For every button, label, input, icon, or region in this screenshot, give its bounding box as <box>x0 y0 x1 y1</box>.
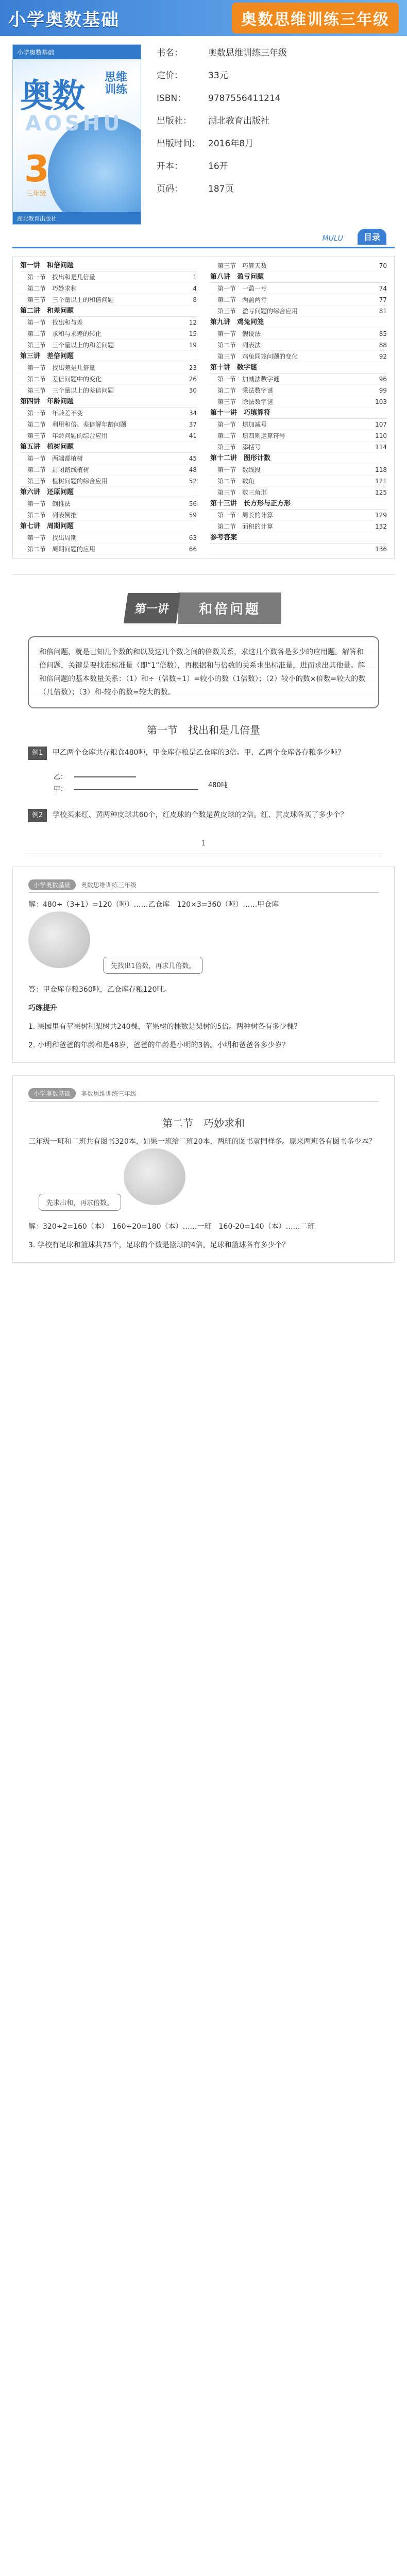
solution-text: 解：480÷（3+1）=120（吨）……乙仓库 120×3=360（吨）……甲仓库 <box>28 901 279 909</box>
toc-section-title: 第二节 封闭路线植树 <box>27 466 90 473</box>
info-value: 奥数思维训练三年级 <box>208 48 287 58</box>
book-title-badge: 奥数思维训练三年级 <box>232 3 399 33</box>
toc-chapter: 第十二讲 图形计数 <box>210 453 387 464</box>
info-row <box>157 93 287 115</box>
toc-section-title: 第三节 数三角形 <box>217 489 267 496</box>
toc-chapter: 第七讲 周期问题 <box>20 521 197 532</box>
info-value: 湖北教育出版社 <box>208 116 269 126</box>
info-value: 187页 <box>208 184 234 194</box>
inner-header-tab: 小学奥数基础 <box>28 879 76 890</box>
cover-series: 小学奥数基础 <box>13 45 141 59</box>
line-diagram <box>43 768 364 799</box>
toc-section-page: 107 <box>375 421 387 428</box>
toc-chapter: 第二讲 和差问题 <box>20 306 197 317</box>
chapter-title <box>12 590 395 626</box>
toc-section-page: 41 <box>189 432 197 439</box>
info-key: 定价： <box>157 71 183 81</box>
toc-section-title: 第二节 周期问题的应用 <box>27 546 96 553</box>
toc-section <box>20 419 197 430</box>
toc-section-title: 第三节 三个量以上的和差问题 <box>27 342 114 349</box>
chapter-intro: 和倍问题，就是已知几个数的和以及这几个数之间的倍数关系，求这几个数各是多少的应用题。解答和倍问题，关键是要找准标准量（即“1”倍数），再根据和与倍数的关系求出标准量，进而求出其他量。解和倍问题的基本数量关系：（1）和÷（倍数+1）=较小的数（1倍数）；（2）较小的数×倍数=较大的数（几倍数）；（3）和-较小的数=较大的数。 <box>28 636 379 708</box>
toc-section <box>210 521 387 532</box>
toc-section <box>210 351 387 362</box>
toc-section-page: 48 <box>189 466 197 473</box>
toc-section <box>210 419 387 430</box>
toc-section-page: 52 <box>189 478 197 485</box>
toc-section-title: 第一节 周长的计算 <box>217 512 274 519</box>
cover-pinyin: AOSHU <box>25 112 123 135</box>
book-info-list <box>157 44 287 225</box>
toc-section-page: 30 <box>189 387 197 394</box>
toc-section-title: 第一节 数线段 <box>217 466 261 473</box>
practice-item: 2. 小明和爸爸的年龄和是48岁，爸爸的年龄是小明的3倍。小明和爸爸各多少岁？ <box>28 1041 290 1049</box>
toc-chapter: 第四讲 年龄问题 <box>20 396 197 408</box>
toc-section <box>210 374 387 385</box>
toc-section-page: 66 <box>189 546 197 553</box>
toc-chapter: 第六讲 还原问题 <box>20 487 197 498</box>
example-text: 学校买来红、黄两种皮球共60个，红皮球的个数是黄皮球的2倍。红、黄皮球各买了多少个？ <box>52 811 348 819</box>
info-row <box>157 138 287 161</box>
practice-item: 1. 果园里有苹果树和梨树共240棵，苹果树的棵数是梨树的5倍。两种树各有多少棵？ <box>28 1023 301 1031</box>
toc-section-page: 114 <box>375 444 387 451</box>
toc-section-page: 132 <box>375 523 387 530</box>
info-key: 开本： <box>157 161 183 172</box>
toc-section <box>20 374 197 385</box>
hint-bubble: 先找出1倍数，再求几倍数。 <box>103 957 203 974</box>
info-row <box>157 183 287 206</box>
toc-section <box>210 260 387 272</box>
section-title: 第一节 找出和是几倍量 <box>147 724 260 736</box>
toc-section-title: 第一节 年龄差不变 <box>27 410 83 417</box>
toc-section-page: 85 <box>379 330 387 337</box>
toc-section-title: 第一节 假设法 <box>217 330 261 337</box>
toc-section-title: 第三节 植树问题的综合应用 <box>27 478 108 485</box>
toc-section <box>210 396 387 408</box>
toc-section-title: 第一节 找出周期 <box>27 534 77 541</box>
cover-subtitle: 思维训练 <box>105 71 128 96</box>
toc-section <box>20 283 197 294</box>
toc-section-page: 4 <box>193 285 197 292</box>
diagram-label-a: 乙： <box>54 773 67 781</box>
cover-publisher: 湖北教育出版社 <box>13 212 141 224</box>
toc-section-title: 第二节 利用和倍、差倍解年龄问题 <box>27 421 127 428</box>
page-footer <box>25 834 382 854</box>
toc-section <box>20 317 197 328</box>
toc-section-title: 第二节 巧妙求和 <box>27 285 77 292</box>
page-number: 1 <box>201 840 206 848</box>
toc-section <box>210 464 387 476</box>
toc-chapter: 第十讲 数字谜 <box>210 362 387 374</box>
info-row <box>157 70 287 93</box>
toc-section <box>20 453 197 464</box>
toc-section <box>20 510 197 521</box>
toc-section-page: 45 <box>189 455 197 462</box>
toc-section <box>210 544 387 555</box>
toc-section <box>210 487 387 498</box>
inner-header <box>28 877 379 893</box>
inner-header-text: 奥数思维训练三年级 <box>81 882 137 889</box>
toc-section <box>20 362 197 374</box>
toc-section <box>20 430 197 442</box>
toc-section-page: 92 <box>379 353 387 360</box>
toc-section <box>210 442 387 453</box>
toc-section-page: 34 <box>189 410 197 417</box>
toc-section <box>210 430 387 442</box>
toc-section <box>210 476 387 487</box>
inner-header <box>28 1086 379 1101</box>
toc-section-title: 第二节 两盈两亏 <box>217 296 267 303</box>
toc-section-title: 第二节 面积的计算 <box>217 523 274 530</box>
info-row <box>157 47 287 70</box>
toc-section-page: 70 <box>379 262 387 269</box>
toc-section-title: 第二节 差倍问题中的变化 <box>27 376 102 383</box>
cover-grade-number: 3 <box>24 148 49 190</box>
toc-section-page: 88 <box>379 342 387 349</box>
chapter-number: 第一讲 <box>124 593 180 623</box>
solution-text: 解：320÷2=160（本） 160+20=180（本）……一班 160-20=140（本）……二班 <box>28 1223 315 1231</box>
toc-section-page: 56 <box>189 500 197 507</box>
toc-chapter: 参考答案 <box>210 532 387 544</box>
diagram-label-b: 甲： <box>54 786 67 793</box>
toc-section <box>20 294 197 306</box>
toc-section-page: 77 <box>379 296 387 303</box>
cover-title: 奥数 <box>20 77 84 115</box>
toc-section-title: 第三节 三个量以上的差倍问题 <box>27 387 114 394</box>
toc-section-page: 121 <box>375 478 387 485</box>
toc-section-page: 74 <box>379 285 387 292</box>
toc-section-title: 第一节 找出差是几倍量 <box>27 364 96 371</box>
example-text: 甲乙两个仓库共存粮食480吨，甲仓库存粮是乙仓库的3倍。甲、乙两个仓库各存粮多少吨？ <box>52 749 345 757</box>
info-value: 33元 <box>208 71 228 81</box>
toc-chapter: 第三讲 差倍问题 <box>20 351 197 362</box>
toc-section-page: 8 <box>193 296 197 303</box>
info-key: 页码： <box>157 184 183 194</box>
practice-item: 3. 学校有足球和篮球共75个，足球的个数是篮球的4倍。足球和篮球各有多少个？ <box>28 1241 290 1249</box>
toc-section-page: 12 <box>189 319 197 326</box>
cover-grade-label: 三年级 <box>26 190 47 198</box>
top-banner <box>0 0 407 36</box>
info-key: 出版社： <box>157 116 192 126</box>
toc-header-label: 目录 <box>358 229 386 245</box>
diagram-total: 480吨 <box>208 782 228 789</box>
chapter-page <box>12 574 395 854</box>
cartoon-kids-icon <box>124 1148 185 1205</box>
table-of-contents <box>12 257 395 558</box>
info-key: 出版时间： <box>157 139 200 149</box>
toc-section-title: 第三节 巧算天数 <box>217 262 267 269</box>
inner-header-text: 奥数思维训练三年级 <box>81 1090 137 1097</box>
diagram-line-a <box>74 776 136 777</box>
inner-page-2 <box>12 1075 395 1263</box>
toc-section-page: 136 <box>375 546 387 553</box>
example-label-icon: 例2 <box>28 809 47 822</box>
toc-section-title: 第三节 三个量以上的和倍问题 <box>27 296 114 303</box>
toc-section-page: 59 <box>189 512 197 519</box>
toc-section-page: 96 <box>379 376 387 383</box>
toc-section <box>210 340 387 351</box>
toc-section-title: 第三节 盈亏问题的综合应用 <box>217 308 298 315</box>
toc-section-page: 110 <box>375 432 387 439</box>
toc-section-page: 26 <box>189 376 197 383</box>
toc-section-page: 15 <box>189 330 197 337</box>
chapter-name: 和倍问题 <box>178 592 281 624</box>
toc-chapter: 第八讲 盈亏问题 <box>210 272 387 283</box>
toc-chapter: 第一讲 和倍问题 <box>20 260 197 272</box>
toc-section <box>210 328 387 340</box>
book-info-section <box>0 36 407 225</box>
toc-header-en: MULU <box>322 234 343 243</box>
example-text: 三年级一班和二班共有图书320本，如果一班给二班20本，两班的图书就同样多。原来两班各有图书多少本？ <box>28 1138 376 1146</box>
toc-column-left <box>20 260 197 555</box>
toc-section <box>210 294 387 306</box>
toc-section-page: 125 <box>375 489 387 496</box>
answer-text: 答：甲仓库存粮360吨，乙仓库存粮120吨。 <box>28 986 172 994</box>
toc-section <box>20 544 197 555</box>
toc-section-page: 23 <box>189 364 197 371</box>
toc-section-title: 第一节 倒推法 <box>27 500 71 507</box>
toc-section-title: 第二节 填四则运算符号 <box>217 432 286 439</box>
toc-section <box>20 328 197 340</box>
info-value: 9787556411214 <box>208 93 281 104</box>
toc-section-page: 103 <box>375 398 387 405</box>
toc-section <box>20 498 197 510</box>
info-value: 16开 <box>208 161 228 172</box>
toc-section-title: 第二节 列表倒推 <box>27 512 77 519</box>
toc-section <box>210 510 387 521</box>
toc-section-page: 37 <box>189 421 197 428</box>
info-row <box>157 115 287 138</box>
example-2 <box>28 808 379 822</box>
toc-section-title: 第一节 找出和与差 <box>27 319 83 326</box>
toc-section-title: 第一节 两端都植树 <box>27 455 83 462</box>
toc-section-title: 第二节 乘法数字谜 <box>217 387 274 394</box>
toc-section-page: 63 <box>189 534 197 541</box>
toc-section <box>210 283 387 294</box>
toc-section-page: 99 <box>379 387 387 394</box>
toc-section <box>210 385 387 396</box>
toc-section <box>20 340 197 351</box>
toc-section-page: 118 <box>375 466 387 473</box>
series-title: 小学奥数基础 <box>8 9 120 30</box>
toc-section-title <box>210 544 372 554</box>
toc-chapter: 第十三讲 长方形与正方形 <box>210 498 387 510</box>
info-key: 书名： <box>157 48 183 58</box>
toc-section <box>20 272 197 283</box>
info-row <box>157 161 287 183</box>
inner-page-1 <box>12 867 395 1063</box>
section-title: 第二节 巧妙求和 <box>162 1117 245 1129</box>
toc-section-page: 19 <box>189 342 197 349</box>
toc-section-page: 129 <box>375 512 387 519</box>
info-value: 2016年8月 <box>208 139 254 149</box>
toc-section-title: 第三节 除法数字谜 <box>217 398 274 405</box>
toc-section <box>20 532 197 544</box>
toc-section <box>20 385 197 396</box>
toc-section-title: 第三节 添括号 <box>217 444 261 451</box>
toc-section-title: 第二节 列表法 <box>217 342 261 349</box>
toc-section <box>20 464 197 476</box>
toc-chapter: 第十一讲 巧填算符 <box>210 408 387 419</box>
example-label-icon: 例1 <box>28 747 47 760</box>
toc-section-title: 第二节 数角 <box>217 478 255 485</box>
toc-section <box>20 476 197 487</box>
toc-section-page: 1 <box>193 274 197 281</box>
toc-section <box>210 306 387 317</box>
toc-section <box>20 408 197 419</box>
toc-section-page: 81 <box>379 308 387 315</box>
toc-section-title: 第一节 一盈一亏 <box>217 285 267 292</box>
inner-header-tab: 小学奥数基础 <box>28 1088 76 1099</box>
toc-header <box>12 230 395 248</box>
toc-column-right <box>210 260 387 555</box>
diagram-line-b <box>74 789 198 790</box>
toc-section-title: 第二节 求和与求差的转化 <box>27 330 102 337</box>
hint-bubble: 先求出和，再求倍数。 <box>39 1194 121 1211</box>
toc-section-title: 第三节 年龄问题的综合应用 <box>27 432 108 439</box>
practice-title: 巧练提升 <box>28 1004 57 1012</box>
cartoon-kids-icon <box>28 911 90 968</box>
toc-section-title: 第一节 加减法数字谜 <box>217 376 280 383</box>
toc-section-title: 第一节 找出和是几倍量 <box>27 274 96 281</box>
toc-section-title: 第三节 鸡兔同笼问题的变化 <box>217 353 298 360</box>
toc-section-title: 第一节 填加减号 <box>217 421 267 428</box>
example-1 <box>28 746 379 760</box>
book-cover <box>12 44 141 225</box>
toc-chapter: 第九讲 鸡兔同笼 <box>210 317 387 328</box>
info-key: ISBN： <box>157 93 186 104</box>
toc-chapter: 第五讲 植树问题 <box>20 442 197 453</box>
